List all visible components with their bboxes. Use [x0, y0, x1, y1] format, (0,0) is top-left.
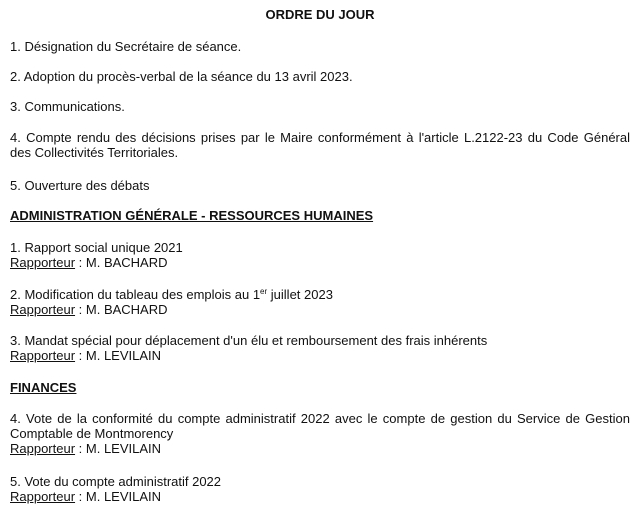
admin-item-2-superscript: er: [260, 287, 268, 296]
rapporteur-label: Rapporteur: [10, 302, 76, 317]
finances-item-4-rapporteur: [10, 441, 630, 456]
admin-item-2-text-end: juillet 2023: [267, 287, 333, 302]
page-title: ORDRE DU JOUR: [265, 7, 375, 22]
rapporteur-separator: :: [75, 489, 86, 504]
admin-item-2: [10, 287, 630, 317]
section-heading-finances: FINANCES: [10, 380, 77, 395]
admin-item-2-text-start: 2. Modification du tableau des emplois au 1: [10, 287, 261, 302]
admin-item-1-text: 1. Rapport social unique 2021: [10, 240, 183, 255]
admin-item-2-rapporteur: [10, 302, 630, 317]
rapporteur-name: M. LEVILAIN: [85, 348, 162, 363]
finances-item-4-text: 4. Vote de la conformité du compte administratif 2022 avec le compte de gestion du Service de Gestion Comptable de Montmorency: [10, 411, 630, 441]
agenda-item-1: 1. Désignation du Secrétaire de séance.: [10, 39, 242, 54]
rapporteur-label: Rapporteur: [10, 441, 76, 456]
rapporteur-label: Rapporteur: [10, 348, 76, 363]
agenda-item-3: 3. Communications.: [10, 99, 125, 114]
agenda-item-2: 2. Adoption du procès-verbal de la séance du 13 avril 2023.: [10, 69, 353, 84]
rapporteur-separator: :: [75, 441, 86, 456]
admin-item-3-rapporteur: [10, 348, 630, 363]
finances-item-5: [10, 474, 630, 504]
agenda-item-4: 4. Compte rendu des décisions prises par le Maire conformément à l'article L.2122-23 du Code Général des Collectivités Territoriales.: [10, 130, 630, 160]
rapporteur-separator: :: [75, 348, 86, 363]
rapporteur-separator: :: [75, 255, 86, 270]
finances-item-4: [10, 411, 630, 456]
finances-item-5-rapporteur: [10, 489, 630, 504]
admin-item-1: [10, 240, 630, 270]
section-heading-administration: ADMINISTRATION GÉNÉRALE - RESSOURCES HUMAINES: [10, 208, 374, 223]
rapporteur-label: Rapporteur: [10, 489, 76, 504]
admin-item-3: [10, 333, 630, 363]
rapporteur-name: M. LEVILAIN: [85, 489, 162, 504]
admin-item-3-text: 3. Mandat spécial pour déplacement d'un élu et remboursement des frais inhérents: [10, 333, 488, 348]
finances-item-5-text: 5. Vote du compte administratif 2022: [10, 474, 222, 489]
rapporteur-name: M. LEVILAIN: [85, 441, 162, 456]
rapporteur-label: Rapporteur: [10, 255, 76, 270]
admin-item-2-text: [10, 287, 630, 302]
rapporteur-name: M. BACHARD: [85, 302, 168, 317]
admin-item-1-rapporteur: [10, 255, 630, 270]
agenda-item-5: 5. Ouverture des débats: [10, 178, 150, 193]
rapporteur-name: M. BACHARD: [85, 255, 168, 270]
rapporteur-separator: :: [75, 302, 86, 317]
